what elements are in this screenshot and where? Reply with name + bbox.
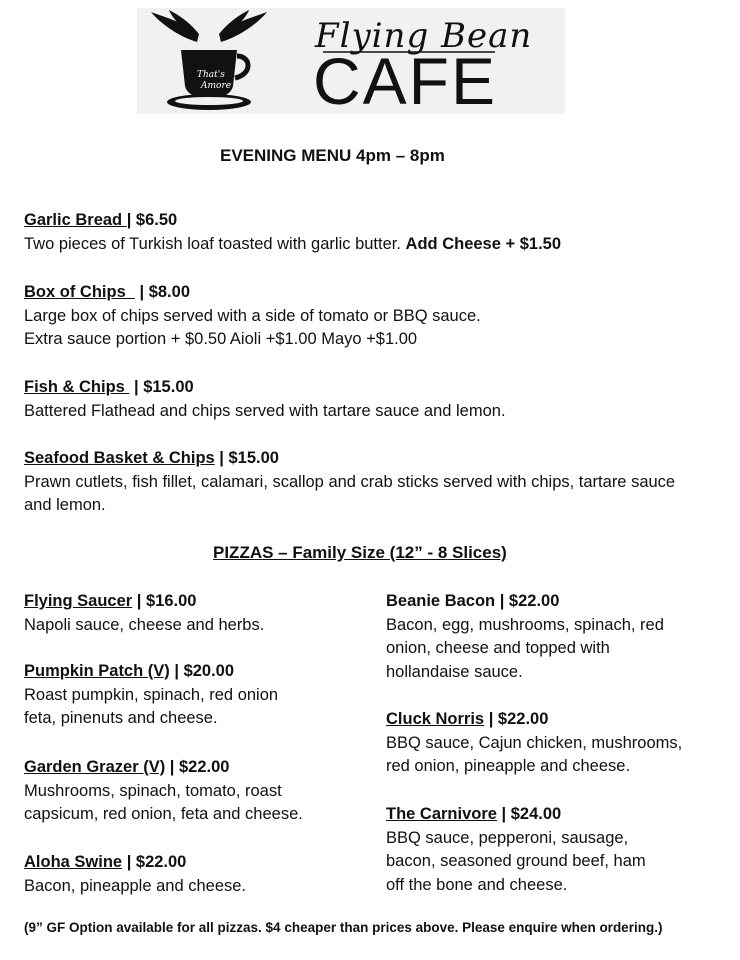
menu-item-seafood-basket [24, 447, 675, 518]
brand-name-script: Flying Bean [315, 16, 533, 56]
stamp-line-1: That's [197, 70, 225, 80]
item-description: Extra sauce portion + $0.50 Aioli +$1.00 Mayo +$1.00 [24, 330, 418, 348]
item-name: Box of Chips [24, 283, 135, 301]
item-description: Two pieces of Turkish loaf toasted with garlic butter. [24, 234, 401, 253]
item-price: | $22.00 [122, 853, 187, 871]
item-description: Mushrooms, spinach, tomato, roast [24, 781, 282, 800]
item-name: Cluck Norris [386, 710, 485, 728]
item-description: BBQ sauce, Cajun chicken, mushrooms, [386, 733, 683, 752]
item-price: | $6.50 [126, 211, 178, 229]
item-description: and lemon. [24, 496, 106, 514]
item-price: | $15.00 [214, 449, 279, 467]
item-description: off the bone and cheese. [386, 875, 568, 894]
pizza-aloha-swine [24, 851, 246, 898]
evening-menu-heading: EVENING MENU 4pm – 8pm [220, 146, 445, 165]
item-description: Bacon, egg, mushrooms, spinach, red [386, 615, 664, 634]
item-description: Large box of chips served with a side of tomato or BBQ sauce. [24, 306, 481, 325]
pizza-pumpkin-patch [24, 660, 278, 731]
item-price: | $24.00 [496, 805, 562, 823]
pizza-the-carnivore [386, 803, 646, 897]
item-name: Flying Saucer [24, 592, 133, 610]
pizza-cluck-norris [386, 708, 682, 779]
item-name: The Carnivore [386, 805, 497, 823]
item-description: BBQ sauce, pepperoni, sausage, [386, 828, 629, 847]
item-description: Battered Flathead and chips served with tartare sauce and lemon. [24, 401, 506, 420]
pizza-heading: PIZZAS – Family Size (12” - 8 Slices) [213, 543, 507, 562]
item-name: Seafood Basket & Chips [24, 449, 215, 467]
stamp-line-2: Amore [201, 81, 232, 91]
item-name: Aloha Swine [24, 853, 123, 871]
item-price: | $8.00 [134, 283, 190, 301]
item-name: Garden Grazer (V) [24, 758, 166, 776]
item-description: feta, pinenuts and cheese. [24, 709, 218, 727]
item-price: | $15.00 [129, 378, 194, 396]
item-description: Roast pumpkin, spinach, red onion [24, 685, 279, 704]
item-description: bacon, seasoned ground beef, ham [386, 852, 646, 870]
brand-name-cafe: CAFE [313, 44, 498, 118]
item-description: red onion, pineapple and cheese. [386, 757, 631, 775]
cafe-logo [137, 8, 565, 118]
item-price: | $22.00 [495, 592, 560, 610]
item-description: Bacon, pineapple and cheese. [24, 876, 247, 895]
item-name: Garlic Bread [24, 211, 127, 229]
menu-item-box-of-chips [24, 281, 481, 352]
item-description: onion, cheese and topped with [386, 639, 610, 657]
item-price: | $16.00 [132, 592, 197, 610]
item-price: | $22.00 [165, 758, 230, 776]
item-description: hollandaise sauce. [386, 662, 523, 681]
pizza-beanie-bacon [386, 590, 664, 684]
item-description: Prawn cutlets, fish fillet, calamari, scallop and crab sticks served with chips, tartare sauce [24, 472, 676, 491]
item-price: | $20.00 [169, 662, 235, 680]
menu-item-fish-chips [24, 376, 506, 423]
item-description: capsicum, red onion, feta and cheese. [24, 805, 303, 823]
item-name: Pumpkin Patch (V) [24, 662, 170, 680]
item-name: Fish & Chips [24, 378, 130, 396]
item-extra: Add Cheese + $1.50 [405, 234, 561, 253]
item-description: Napoli sauce, cheese and herbs. [24, 615, 265, 634]
pizza-flying-saucer [24, 590, 264, 637]
pizza-garden-grazer [24, 756, 303, 827]
gf-option-note: (9” GF Option available for all pizzas. $4 cheaper than prices above. Please enquire when ordering.) [24, 920, 663, 935]
item-price: | $22.00 [484, 710, 549, 728]
menu-item-garlic-bread [24, 209, 561, 256]
item-name: Beanie Bacon [386, 592, 496, 610]
